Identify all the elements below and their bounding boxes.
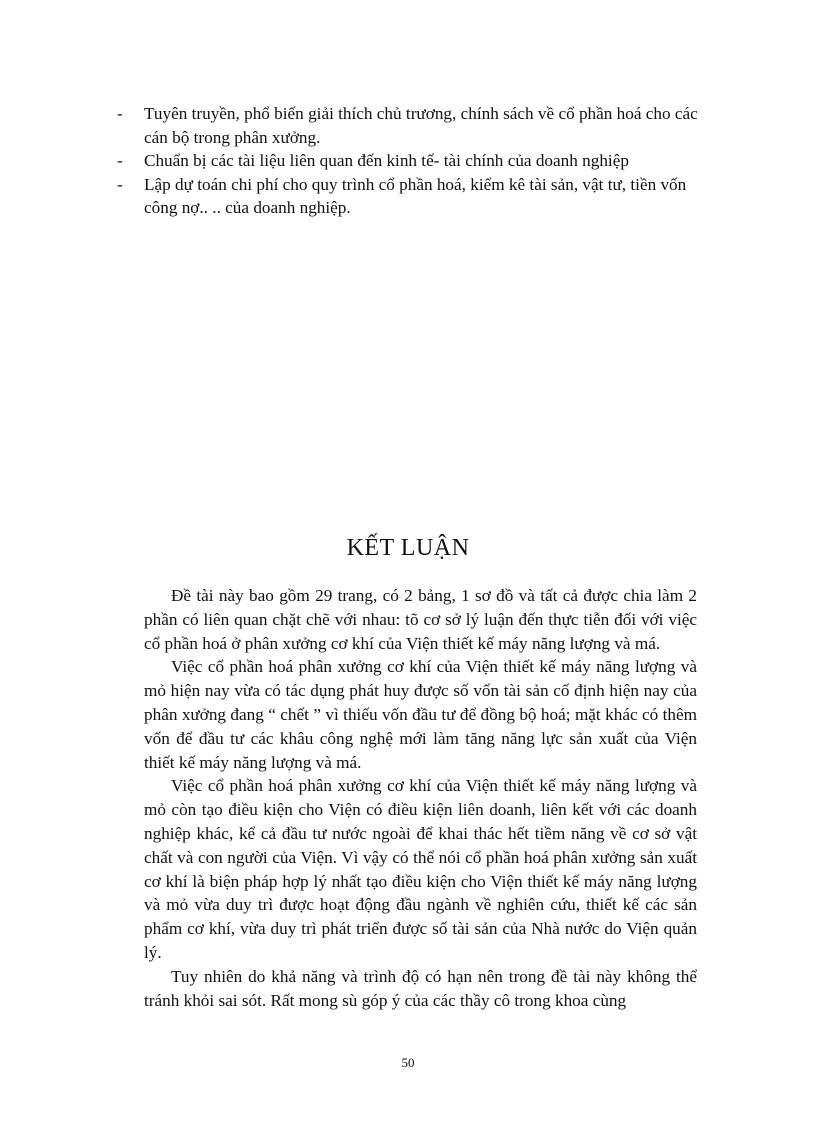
bullet-item: [117, 102, 702, 149]
bullet-marker: -: [117, 151, 123, 170]
conclusion-paragraph: Việc cổ phần hoá phân xưởng cơ khí của Viện thiết kế máy năng lượng và mỏ hiện nay vừa có tác dụng phát huy được số vốn tài sản cố định hiện nay của phân xưởng đang “ chết ” vì thiếu vốn đầu tư để đồng bộ hoá; mặt khác có thêm vốn để đầu tư các khâu công nghệ mới làm tăng năng lực sản xuất của Viện thiết kế máy năng lượng và má.: [144, 657, 697, 772]
bullet-text: Chuẩn bị các tài liệu liên quan đến kinh tế- tài chính của doanh nghiệp: [144, 151, 629, 170]
conclusion-paragraph: Tuy nhiên do khả năng và trình độ có hạn nên trong đề tài này không thể tránh khỏi sai sót. Rất mong sù góp ý của các thầy cô trong khoa cùng: [144, 966, 697, 1010]
conclusion-body: [144, 584, 697, 1012]
bullet-text: Lập dự toán chi phí cho quy trình cổ phần hoá, kiểm kê tài sản, vật tư, tiền vốn công nợ.. .. của doanh nghiệp.: [144, 174, 687, 217]
bullet-text: Tuyên truyền, phổ biến giải thích chủ trương, chính sách về cổ phần hoá cho các cán bộ trong phân xưởng.: [144, 104, 698, 147]
conclusion-paragraph: Đề tài này bao gồm 29 trang, có 2 bảng, 1 sơ đồ và tất cả được chia làm 2 phần có liên quan chặt chẽ với nhau: tõ cơ sở lý luận đến thực tiễn đối với việc cổ phần hoá ở phân xưởng cơ khí của Viện thiết kế máy năng lượng và má.: [144, 586, 697, 653]
bullet-list: [117, 102, 702, 220]
page-number: 50: [401, 1055, 415, 1070]
bullet-item: [117, 173, 702, 220]
bullet-item: [117, 149, 702, 173]
conclusion-paragraph: Việc cổ phần hoá phân xưởng cơ khí của Viện thiết kế máy năng lượng và mỏ còn tạo điều kiện cho Viện có điều kiện liên doanh, liên kết với các doanh nghiệp khác, kể cả đầu tư nước ngoài để khai thác hết tiềm năng về cơ sở vật chất và con người của Viện. Vì vậy có thể nói cổ phần hoá phân xưởng sản xuất cơ khí là biện pháp hợp lý nhất tạo điều kiện cho Viện thiết kế máy năng lượng và mỏ vừa duy trì được hoạt động đầu ngành về nghiên cứu, thiết kế các sản phẩm cơ khí, vừa duy trì phát triển được số tài sản của Nhà nước do Viện quản lý.: [144, 776, 697, 962]
conclusion-heading: KẾT LUẬN: [346, 535, 470, 561]
bullet-marker: -: [117, 104, 123, 123]
bullet-marker: -: [117, 174, 123, 194]
